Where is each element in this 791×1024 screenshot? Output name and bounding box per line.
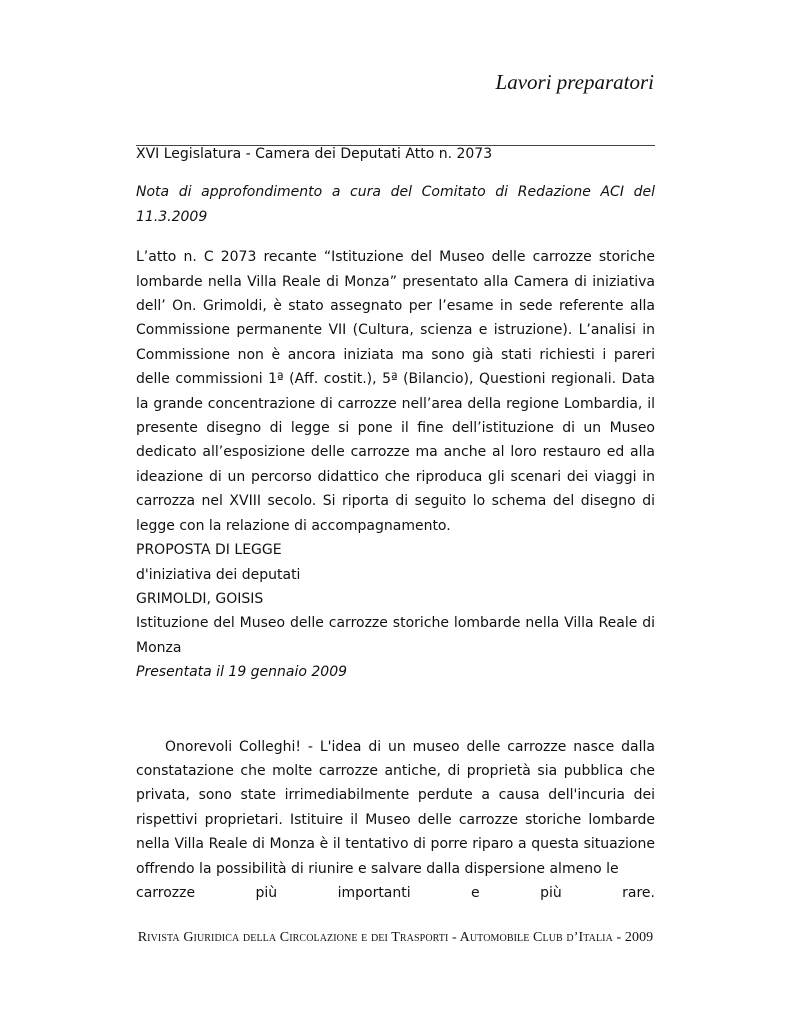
- deputies-line: GRIMOLDI, GOISIS: [136, 590, 264, 607]
- report-last-line: carrozze più importanti e più rare.: [136, 884, 655, 901]
- note-line: Nota di approfondimento a cura del Comitato di Redazione ACI del 11.3.2009: [136, 184, 655, 225]
- proposal-heading: PROPOSTA DI LEGGE: [136, 542, 282, 559]
- reference-line: XVI Legislatura - Camera dei Deputati Atto n. 2073: [136, 146, 493, 162]
- spacer: [136, 685, 655, 735]
- bill-title: Istituzione del Museo delle carrozze storiche lombarde nella Villa Reale di Monza: [136, 615, 655, 656]
- section-title: Lavori preparatori: [495, 70, 654, 94]
- journal-footer: Rivista Giuridica della Circolazione e dei Trasporti - Automobile Club d’Italia - 2009: [137, 930, 654, 945]
- initiative-line: d'iniziativa dei deputati: [136, 566, 301, 583]
- spacer: [136, 229, 655, 245]
- spacer: [136, 166, 655, 180]
- report-paragraph: Onorevoli Colleghi! - L'idea di un museo delle carrozze nasce dalla constatazione che molte carrozze antiche, di proprietà sia pubblica che privata, sono state irrimediabilmente perdute a causa dell'incuria dei rispettivi proprietari. Istituire il Museo delle carrozze storiche lombarde nella Villa Reale di Monza è il tentativo di porre riparo a questa situazione offrendo la possibilità di riunire e salvare dalla dispersione almeno le: [136, 738, 655, 877]
- document-body: [136, 142, 655, 905]
- intro-paragraph: L’atto n. C 2073 recante “Istituzione del Museo delle carrozze storiche lombarde nella Villa Reale di Monza” presentato alla Camera di iniziativa dell’ On. Grimoldi, è stato assegnato per l’esame in sede referente alla Commissione permanente VII (Cultura, scienza e istruzione). L’analisi in Commissione non è ancora iniziata ma sono già stati richiesti i pareri delle commissioni 1ª (Aff. costit.), 5ª (Bilancio), Questioni regionali. Data la grande concentrazione di carrozze nell’area della regione Lombardia, il presente disegno di legge si pone il fine dell’istituzione di un Museo dedicato all’esposizione delle carrozze ma anche al loro restauro ed alla ideazione di un percorso didattico che riproduca gli scenari dei viaggi in carrozza nel XVIII secolo. Si riporta di seguito lo schema del disegno di legge con la relazione di accompagnamento.: [136, 249, 655, 534]
- presented-date: Presentata il 19 gennaio 2009: [136, 664, 348, 681]
